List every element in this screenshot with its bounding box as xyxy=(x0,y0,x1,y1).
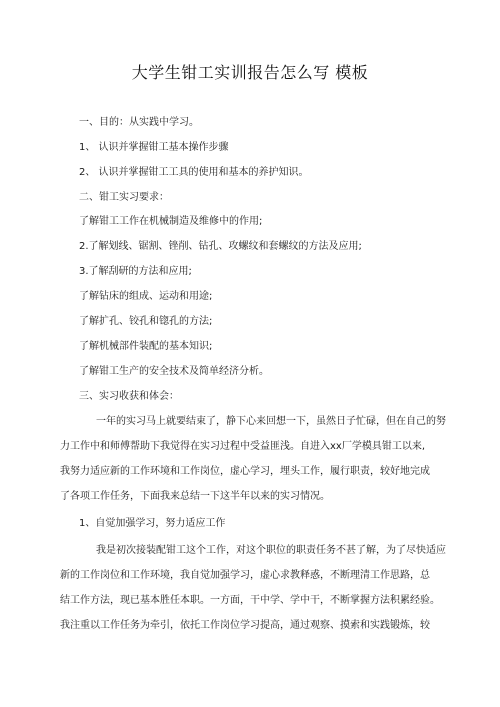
purpose-item-1: 1、 认识并掌握钳工基本操作步骤 xyxy=(79,142,229,153)
section-heading-purpose: 一、目的：从实践中学习。 xyxy=(79,117,199,128)
requirement-item: 2.了解划线、锯割、锉削、钻孔、攻螺纹和套螺纹的方法及应用; xyxy=(79,241,362,252)
paragraph-line: 一年的实习马上就要结束了，静下心来回想一下，虽然日子忙碌，但在自己的努 xyxy=(96,416,446,427)
requirement-item: 了解扩孔、铰孔和锪孔的方法; xyxy=(79,316,213,327)
paragraph-line: 了各项工作任务，下面我来总结一下这半年以来的实习情况。 xyxy=(60,491,330,502)
paragraph-line: 新的工作岗位和工作环境，我自觉加强学习，虚心求教释惑，不断理清工作思路，总 xyxy=(60,570,430,581)
requirement-item: 了解钻床的组成、运动和用途; xyxy=(79,291,213,302)
section-heading-requirements: 二、钳工实习要求： xyxy=(79,192,169,203)
paragraph-line: 我注重以工作任务为牵引，依托工作岗位学习提高，通过观察、摸索和实践锻炼，较 xyxy=(60,620,430,631)
subsection-heading: 1、自觉加强学习，努力适应工作 xyxy=(79,518,226,529)
requirement-item: 了解机械部件装配的基本知识; xyxy=(79,341,213,352)
requirement-item: 3.了解刮研的方法和应用; xyxy=(79,266,192,277)
purpose-item-2: 2、 认识并掌握钳工工具的使用和基本的养护知识。 xyxy=(79,167,309,178)
document-title: 大学生钳工实训报告怎么写 模板 xyxy=(131,63,369,82)
paragraph-line: 结工作方法，现已基本胜任本职。一方面，干中学、学中干，不断掌握方法积累经验。 xyxy=(60,595,440,606)
paragraph-line: 我是初次接装配钳工这个工作，对这个职位的职责任务不甚了解，为了尽快适应 xyxy=(96,545,446,556)
requirement-item: 了解钳工生产的安全技术及简单经济分析。 xyxy=(79,366,269,377)
paragraph-line: 我努力适应新的工作环境和工作岗位，虚心学习，埋头工作，履行职责，较好地完成 xyxy=(60,466,430,477)
requirement-item: 了解钳工工作在机械制造及维修中的作用; xyxy=(79,216,263,227)
section-heading-reflection: 三、实习收获和体会： xyxy=(79,391,179,402)
paragraph-line: 力工作中和师傅帮助下我觉得在实习过程中受益匪浅。自进入xx厂学模具钳工以来, xyxy=(60,441,426,452)
